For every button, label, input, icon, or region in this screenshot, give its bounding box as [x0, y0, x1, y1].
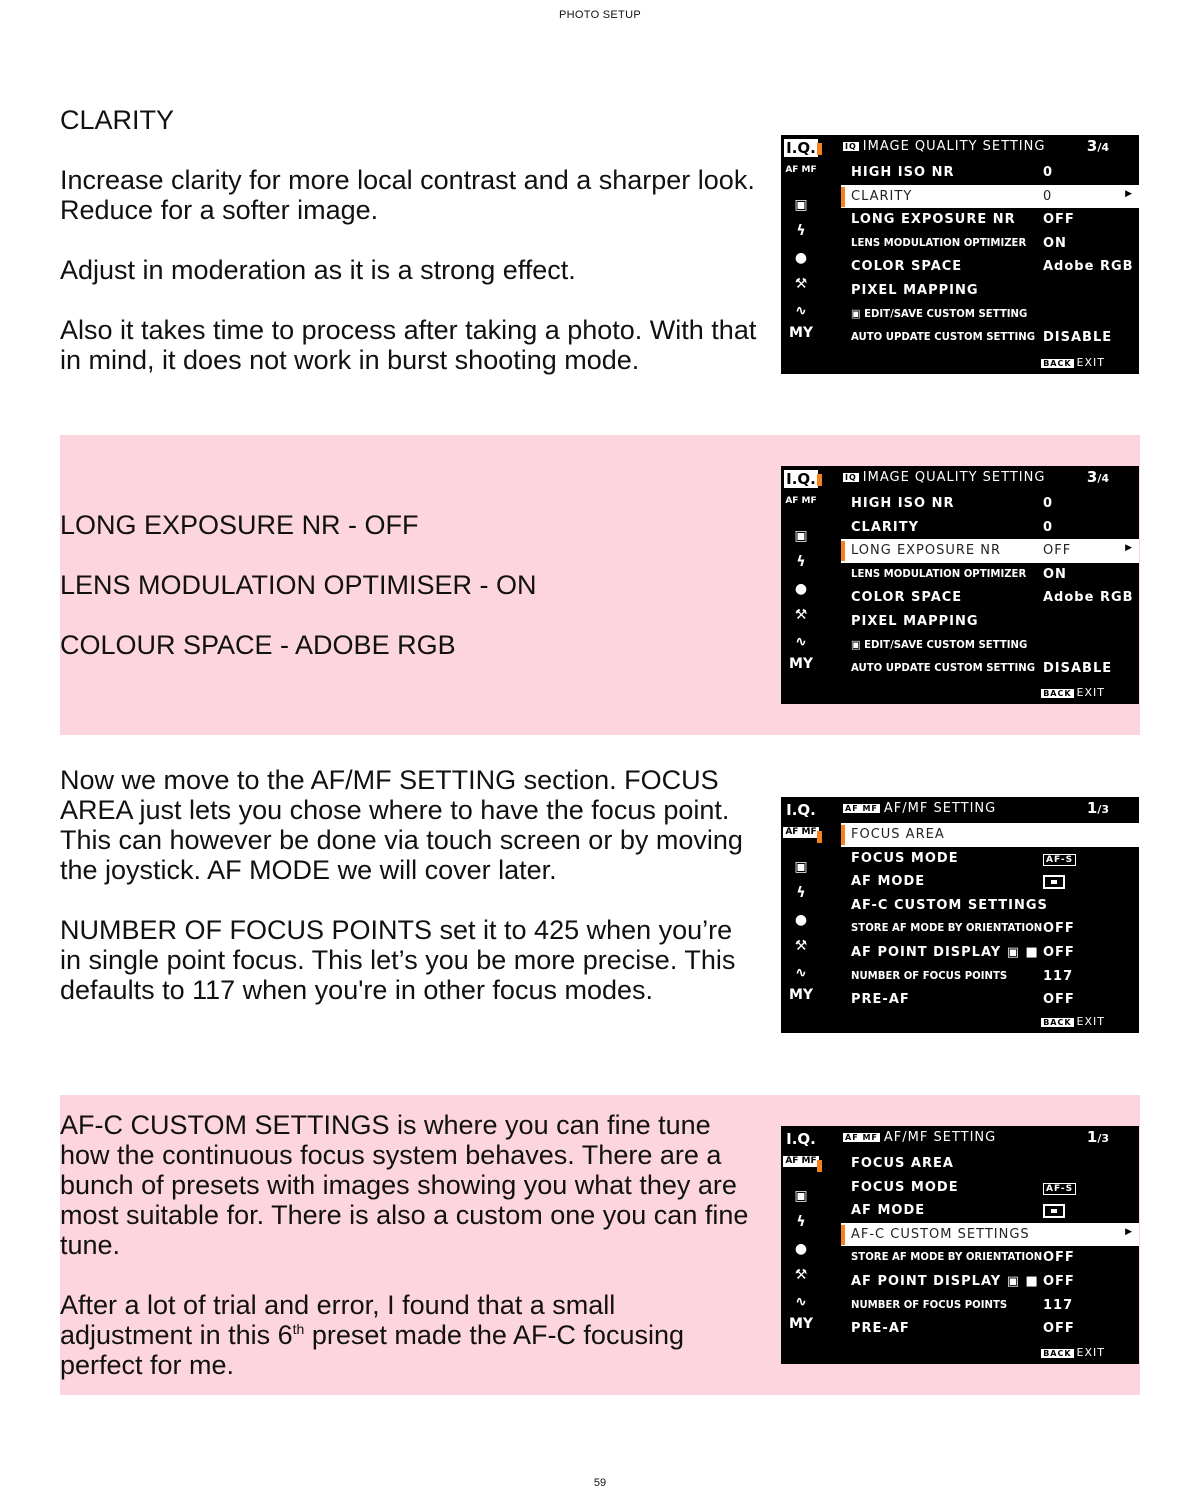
menu-row-label-text: PIXEL MAPPING	[851, 613, 979, 629]
menu-row[interactable]	[841, 586, 1139, 610]
menu-row-label	[851, 1321, 910, 1336]
menu-row-label	[851, 1203, 925, 1218]
page-number: 59	[593, 1477, 607, 1489]
menu-row-value: OFF	[1043, 944, 1075, 960]
menu-row[interactable]	[841, 255, 1139, 279]
af-s-badge: AF-S	[1043, 1183, 1076, 1195]
menu-title	[843, 801, 996, 816]
menu-row[interactable]	[841, 1317, 1139, 1341]
menu-page-indicator	[1087, 799, 1109, 817]
menu-title-text: IMAGE QUALITY SETTING	[862, 139, 1046, 154]
tab-label: AF MF	[785, 1156, 817, 1166]
menu-page-total: /4	[1097, 472, 1109, 485]
settings-summary-block	[60, 510, 760, 660]
single-point-af-icon	[1043, 1204, 1065, 1218]
menu-row-label-text: CLARITY	[851, 188, 913, 204]
back-button-icon: BACK	[1043, 359, 1072, 368]
menu-row-label-text: LENS MODULATION OPTIMIZER	[851, 235, 1027, 249]
tab-my-menu[interactable]: MY	[788, 987, 814, 1003]
menu-row[interactable]	[841, 1223, 1139, 1247]
tab-image-quality[interactable]	[781, 1130, 821, 1148]
menu-row[interactable]	[841, 870, 1139, 894]
menu-row-label-text: STORE AF MODE BY ORIENTATION	[851, 1250, 1043, 1264]
exit-label: EXIT	[1076, 356, 1105, 369]
movie-icon[interactable]: ●	[794, 1241, 808, 1257]
menu-row-value: 0	[1043, 496, 1054, 511]
menu-row[interactable]	[841, 988, 1139, 1012]
menu-rows	[841, 1152, 1139, 1341]
menu-row-label-text: AF MODE	[851, 874, 926, 890]
camera-icon[interactable]: ▣	[794, 1188, 808, 1204]
menu-row-label-text: PIXEL MAPPING	[851, 282, 979, 298]
menu-row-label-text: HIGH ISO NR	[851, 496, 955, 511]
menu-page: 3	[1086, 137, 1098, 155]
afc-text-block	[60, 1110, 750, 1380]
wrench-icon[interactable]: ⚒	[794, 607, 808, 623]
tab-af-mf[interactable]	[781, 827, 821, 838]
exit-label: EXIT	[1076, 686, 1105, 699]
connection-icon[interactable]: ∿	[795, 1294, 807, 1310]
tab-label: AF MF	[785, 496, 817, 506]
menu-row[interactable]	[841, 516, 1139, 540]
menu-title-text: AF/MF SETTING	[883, 801, 997, 816]
menu-row-label-text: FOCUS AREA	[851, 827, 945, 842]
tab-af-mf[interactable]	[781, 165, 821, 176]
menu-row-label-text: AF MODE	[851, 1203, 926, 1219]
menu-row[interactable]	[841, 941, 1139, 965]
camera-menu-screen	[781, 135, 1139, 374]
menu-row-value: OFF	[1043, 212, 1075, 228]
menu-row[interactable]	[841, 1152, 1139, 1176]
menu-side-tabs	[781, 135, 821, 374]
back-exit-hint	[1041, 1015, 1105, 1028]
menu-page-total: /3	[1097, 1132, 1109, 1145]
camera-icon: ▣	[851, 306, 865, 320]
camera-menu-screen	[781, 797, 1139, 1033]
menu-row[interactable]	[841, 326, 1139, 350]
menu-row-value: Adobe RGB	[1043, 259, 1134, 275]
camera-icon[interactable]: ▣	[794, 859, 808, 875]
menu-row-label	[851, 638, 1027, 651]
menu-row-label	[851, 661, 1035, 674]
menu-row-value: OFF	[1043, 543, 1072, 559]
menu-row-label	[851, 567, 1026, 580]
movie-icon[interactable]: ●	[794, 250, 808, 266]
wrench-icon[interactable]: ⚒	[794, 1267, 808, 1283]
menu-title-icon: IQ	[845, 142, 857, 151]
paragraph: Increase clarity for more local contrast and a sharper look. Reduce for a softer image.	[60, 165, 755, 225]
afmf-text-block	[60, 765, 760, 1005]
menu-row-label	[851, 330, 1035, 343]
menu-page-total: /4	[1097, 141, 1109, 154]
menu-row-label	[851, 212, 1016, 227]
menu-row-value: OFF	[1043, 921, 1075, 937]
menu-row-value	[1043, 851, 1076, 866]
tab-af-mf[interactable]	[781, 496, 821, 507]
menu-row[interactable]	[841, 232, 1139, 256]
menu-row[interactable]	[841, 208, 1139, 232]
page-header: PHOTO SETUP	[559, 9, 641, 21]
connection-icon[interactable]: ∿	[795, 634, 807, 650]
back-exit-hint	[1041, 686, 1105, 699]
back-button-icon: BACK	[1043, 1018, 1072, 1027]
menu-row[interactable]	[841, 161, 1139, 185]
menu-row-value	[1043, 1180, 1076, 1195]
menu-side-tabs	[781, 1126, 821, 1364]
menu-row-label-text: HIGH ISO NR	[851, 165, 955, 180]
menu-row-label	[851, 614, 979, 629]
orientation-icons: ▣ ■	[1001, 944, 1039, 960]
connection-icon[interactable]: ∿	[795, 965, 807, 981]
menu-row-value: OFF	[1043, 992, 1075, 1008]
paragraph: NUMBER OF FOCUS POINTS set it to 425 when you’re in single point focus. This let’s you be more precise. This defaults to 117 when you're in other focus modes.	[60, 915, 736, 1005]
menu-row-label	[851, 590, 962, 605]
menu-row-label	[851, 1227, 1030, 1242]
menu-row-label	[851, 874, 925, 889]
camera-menu-screen	[781, 1126, 1139, 1364]
menu-row-label	[851, 969, 1007, 982]
menu-rows	[841, 492, 1139, 681]
menu-row-label-text: CLARITY	[851, 519, 920, 535]
menu-row-label-text: AF-C CUSTOM SETTINGS	[851, 1226, 1030, 1242]
menu-row-label-text: PRE-AF	[851, 1321, 910, 1337]
tab-image-quality[interactable]	[781, 139, 821, 157]
active-tab-marker	[817, 474, 822, 486]
flash-icon[interactable]: ϟ	[796, 885, 806, 901]
paragraph-part: After a lot of trial and error, I found that a small adjustment in this 6	[60, 1290, 616, 1350]
orientation-icons: ▣ ■	[1001, 1273, 1039, 1289]
flash-icon[interactable]: ϟ	[796, 1214, 806, 1230]
menu-row-label-text: EDIT/SAVE CUSTOM SETTING	[864, 637, 1028, 651]
menu-row-label	[851, 992, 910, 1007]
wrench-icon[interactable]: ⚒	[794, 938, 808, 954]
menu-row-label-text: AF POINT DISPLAY	[851, 1273, 1002, 1289]
menu-row[interactable]	[841, 657, 1139, 681]
menu-row-value: DISABLE	[1043, 661, 1113, 677]
active-tab-marker	[817, 1160, 822, 1172]
menu-page-indicator	[1087, 137, 1109, 155]
menu-row[interactable]	[841, 917, 1139, 941]
menu-row-label	[851, 1180, 959, 1195]
tab-my-menu[interactable]: MY	[788, 656, 814, 672]
menu-row-label-text: COLOR SPACE	[851, 590, 963, 606]
menu-row-label	[851, 259, 962, 274]
menu-row-value: 0	[1043, 188, 1053, 204]
menu-row-label-text: PRE-AF	[851, 992, 910, 1008]
menu-row-label-text: LONG EXPOSURE NR	[851, 543, 1002, 559]
menu-page-indicator	[1087, 468, 1109, 486]
tab-label: AF MF	[785, 165, 817, 175]
menu-row-label	[851, 543, 1001, 558]
menu-row[interactable]	[841, 1199, 1139, 1223]
menu-row[interactable]	[841, 185, 1139, 209]
menu-rows	[841, 823, 1139, 1012]
menu-row[interactable]	[841, 1176, 1139, 1200]
menu-row[interactable]	[841, 539, 1139, 563]
menu-page: 3	[1086, 468, 1098, 486]
menu-row-value: 0	[1043, 165, 1054, 180]
tab-label: I.Q.	[786, 1130, 816, 1148]
tab-af-mf[interactable]	[781, 1156, 821, 1167]
menu-row-label	[851, 898, 1048, 913]
paragraph: LONG EXPOSURE NR - OFF	[60, 510, 419, 540]
wrench-icon[interactable]: ⚒	[794, 276, 808, 292]
menu-row-label	[851, 851, 959, 866]
menu-row-label-text: FOCUS MODE	[851, 1179, 959, 1195]
menu-row-label	[851, 165, 954, 180]
paragraph-part: preset made the AF-C focusing perfect for me.	[60, 1320, 684, 1380]
menu-row-value: ON	[1043, 566, 1067, 582]
exit-label: EXIT	[1076, 1346, 1105, 1359]
submenu-arrow-icon: ▶	[1125, 188, 1133, 199]
paragraph: COLOUR SPACE - ADOBE RGB	[60, 630, 456, 660]
menu-row-label-text: FOCUS AREA	[851, 1156, 954, 1171]
menu-row-value: 117	[1043, 968, 1074, 984]
menu-row-label	[851, 283, 979, 298]
menu-row[interactable]	[841, 1270, 1139, 1294]
menu-row[interactable]	[841, 279, 1139, 303]
menu-row-value: OFF	[1043, 1321, 1075, 1337]
camera-icon[interactable]: ▣	[794, 197, 808, 213]
menu-row-label	[851, 1250, 1042, 1263]
menu-row-value: Adobe RGB	[1043, 590, 1134, 606]
menu-page: 1	[1086, 799, 1098, 817]
menu-row-value: ON	[1043, 235, 1067, 251]
menu-page: 1	[1086, 1128, 1098, 1146]
superscript: th	[292, 1321, 305, 1337]
menu-title	[843, 139, 1045, 154]
menu-row-value	[1043, 1203, 1065, 1218]
menu-row-label-text: LENS MODULATION OPTIMIZER	[851, 566, 1027, 580]
menu-page-total: /3	[1097, 803, 1109, 816]
camera-icon: ▣	[851, 637, 865, 651]
menu-row[interactable]	[841, 894, 1139, 918]
menu-row-label	[851, 496, 954, 511]
flash-icon[interactable]: ϟ	[796, 223, 806, 239]
menu-title-text: IMAGE QUALITY SETTING	[862, 470, 1046, 485]
menu-title-icon: AF MF	[845, 804, 878, 813]
tab-label: I.Q.	[786, 470, 816, 488]
menu-row-value: 0	[1043, 519, 1054, 535]
menu-row-label-text: NUMBER OF FOCUS POINTS	[851, 968, 1008, 982]
tab-my-menu[interactable]: MY	[788, 325, 814, 341]
menu-row-value	[1043, 874, 1065, 889]
tab-label: I.Q.	[786, 801, 816, 819]
menu-row-value: OFF	[1043, 1273, 1075, 1289]
menu-row-label	[851, 189, 912, 204]
camera-menu-screen	[781, 466, 1139, 704]
menu-row-label-text: AF POINT DISPLAY	[851, 944, 1002, 960]
menu-title	[843, 1130, 996, 1145]
menu-row-value: 117	[1043, 1297, 1074, 1313]
menu-row-label	[851, 1156, 954, 1171]
menu-row[interactable]	[841, 1294, 1139, 1318]
active-tab-marker	[817, 831, 822, 843]
paragraph	[60, 1290, 750, 1380]
menu-title-icon: AF MF	[845, 1133, 878, 1142]
back-exit-hint	[1041, 1346, 1105, 1359]
menu-rows	[841, 161, 1139, 350]
clarity-text-block	[60, 105, 760, 375]
af-s-badge: AF-S	[1043, 854, 1076, 866]
back-button-icon: BACK	[1043, 1349, 1072, 1358]
menu-row-label-text: AF-C CUSTOM SETTINGS	[851, 897, 1048, 913]
menu-row-label-text: LONG EXPOSURE NR	[851, 212, 1016, 228]
menu-row-value: OFF	[1043, 1250, 1075, 1266]
movie-icon[interactable]: ●	[794, 912, 808, 928]
menu-title	[843, 470, 1045, 485]
menu-row[interactable]	[841, 823, 1139, 847]
back-exit-hint	[1041, 356, 1105, 369]
tab-label: AF MF	[785, 827, 817, 837]
menu-row[interactable]	[841, 303, 1139, 327]
menu-row-label-text: COLOR SPACE	[851, 259, 963, 275]
menu-row-label-text: FOCUS MODE	[851, 850, 959, 866]
camera-icon[interactable]: ▣	[794, 528, 808, 544]
menu-row-label	[851, 236, 1026, 249]
menu-title-text: AF/MF SETTING	[883, 1130, 997, 1145]
menu-title-icon: IQ	[845, 473, 857, 482]
back-button-icon: BACK	[1043, 689, 1072, 698]
menu-row-label-text: NUMBER OF FOCUS POINTS	[851, 1297, 1008, 1311]
menu-side-tabs	[781, 797, 821, 1033]
menu-row[interactable]	[841, 1246, 1139, 1270]
paragraph: AF-C CUSTOM SETTINGS is where you can fine tune how the continuous focus system behaves. There are a bunch of presets with images showing you what they are most suitable for. There is also a custom one you can fine tune.	[60, 1110, 749, 1260]
menu-side-tabs	[781, 466, 821, 704]
single-point-af-icon	[1043, 875, 1065, 889]
menu-row[interactable]	[841, 610, 1139, 634]
menu-row[interactable]	[841, 847, 1139, 871]
paragraph: Adjust in moderation as it is a strong effect.	[60, 255, 576, 285]
menu-page-indicator	[1087, 1128, 1109, 1146]
menu-row[interactable]	[841, 634, 1139, 658]
menu-row-label-text: AUTO UPDATE CUSTOM SETTING	[851, 330, 1036, 344]
connection-icon[interactable]: ∿	[795, 303, 807, 319]
menu-row[interactable]	[841, 965, 1139, 989]
menu-row-value: DISABLE	[1043, 330, 1113, 346]
paragraph: Now we move to the AF/MF SETTING section. FOCUS AREA just lets you chose where to have the focus point. This can however be done via touch screen or by moving the joystick. AF MODE we will cover later.	[60, 765, 743, 885]
submenu-arrow-icon: ▶	[1125, 543, 1133, 554]
active-tab-marker	[817, 143, 822, 155]
exit-label: EXIT	[1076, 1015, 1105, 1028]
menu-row[interactable]	[841, 492, 1139, 516]
tab-image-quality[interactable]	[781, 470, 821, 488]
menu-row[interactable]	[841, 563, 1139, 587]
submenu-arrow-icon: ▶	[1125, 1226, 1133, 1237]
menu-row-label	[851, 921, 1042, 934]
menu-row-label-text: AUTO UPDATE CUSTOM SETTING	[851, 661, 1036, 675]
menu-row-label	[851, 1274, 1039, 1289]
flash-icon[interactable]: ϟ	[796, 554, 806, 570]
menu-row-label	[851, 520, 919, 535]
section-title: CLARITY	[60, 105, 175, 135]
menu-row-label-text: EDIT/SAVE CUSTOM SETTING	[864, 306, 1028, 320]
paragraph: LENS MODULATION OPTIMISER - ON	[60, 570, 537, 600]
tab-image-quality[interactable]	[781, 801, 821, 819]
menu-row-label	[851, 307, 1027, 320]
menu-row-label-text: STORE AF MODE BY ORIENTATION	[851, 921, 1043, 935]
menu-row-label	[851, 945, 1039, 960]
tab-label: I.Q.	[786, 139, 816, 157]
menu-row-label	[851, 1298, 1007, 1311]
paragraph: Also it takes time to process after taking a photo. With that in mind, it does not work in burst shooting mode.	[60, 315, 757, 375]
menu-row-label	[851, 827, 945, 842]
movie-icon[interactable]: ●	[794, 581, 808, 597]
tab-my-menu[interactable]: MY	[788, 1316, 814, 1332]
